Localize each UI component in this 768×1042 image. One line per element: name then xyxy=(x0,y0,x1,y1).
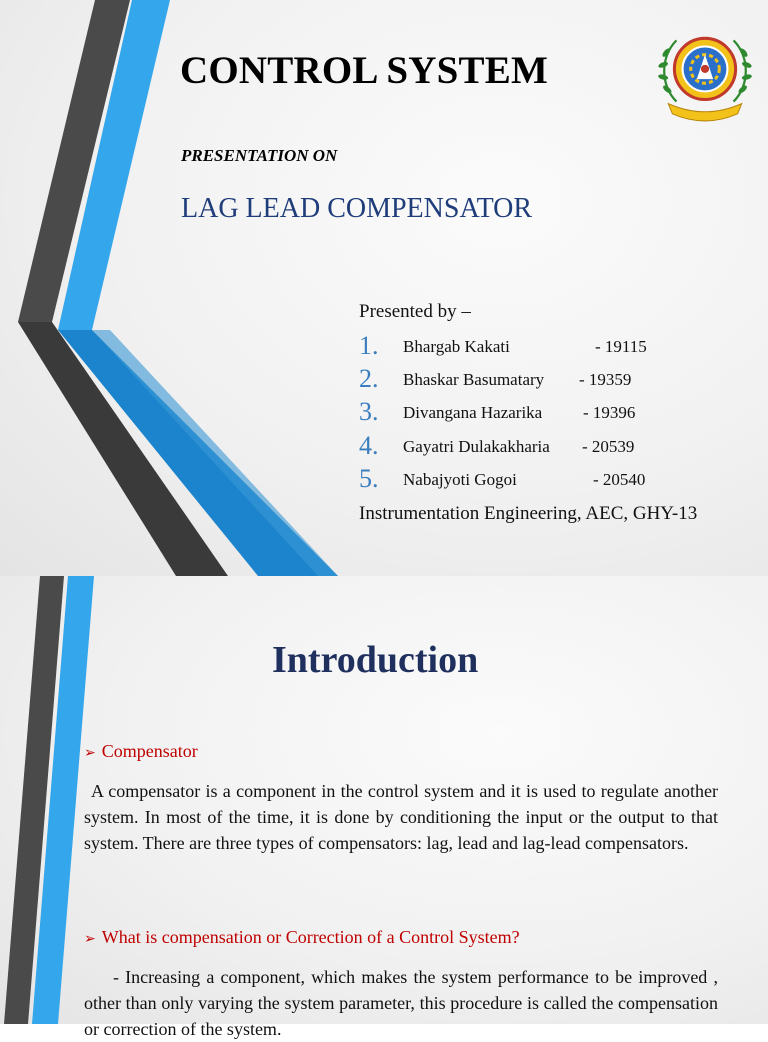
bullet-text: What is compensation or Correction of a Control System? xyxy=(101,927,520,947)
bullet-compensation-question xyxy=(84,927,520,948)
member-roll: - 20540 xyxy=(593,470,646,489)
slide-title: Introduction xyxy=(272,639,479,681)
member-number: 1. xyxy=(359,331,379,360)
member-roll: - 19359 xyxy=(579,370,632,389)
college-emblem-icon xyxy=(654,22,756,124)
member-roll: - 19115 xyxy=(595,337,647,356)
member-name: Divangana Hazarika xyxy=(403,403,543,422)
member-roll: - 20539 xyxy=(582,437,635,456)
member-number: 2. xyxy=(359,364,379,393)
member-name: Bhaskar Basumatary xyxy=(403,370,545,389)
member-name: Gayatri Dulakakharia xyxy=(403,437,550,456)
paragraph-compensation: - Increasing a component, which makes the system performance to be improved , other than only varying the system parameter, this procedure is called the compensation or correction of the system. xyxy=(84,967,718,1039)
member-number: 4. xyxy=(359,431,379,460)
member-number: 5. xyxy=(359,464,379,493)
presentation-on-label: PRESENTATION ON xyxy=(181,146,338,165)
paragraph-compensator: A compensator is a component in the control system and it is used to regulate another system. In most of the time, it is done by conditioning the input or the output to that system. There are three types of compensators: lag, lead and lag-lead compensators. xyxy=(84,781,718,853)
bullet-text: Compensator xyxy=(101,741,198,761)
member-name: Nabajyoti Gogoi xyxy=(403,470,517,489)
department-line: Instrumentation Engineering, AEC, GHY-13 xyxy=(359,503,698,524)
introduction-slide xyxy=(0,576,768,1039)
arrow-bullet-icon: ➢ xyxy=(84,931,96,947)
page-title: CONTROL SYSTEM xyxy=(180,49,548,92)
member-roll: - 19396 xyxy=(583,403,636,422)
member-number: 3. xyxy=(359,397,379,426)
arrow-bullet-icon: ➢ xyxy=(84,745,96,761)
presented-by-label: Presented by – xyxy=(359,301,471,322)
presentation-subtitle: LAG LEAD COMPENSATOR xyxy=(181,193,533,224)
bullet-compensator xyxy=(84,741,198,762)
member-name: Bhargab Kakati xyxy=(403,337,510,356)
